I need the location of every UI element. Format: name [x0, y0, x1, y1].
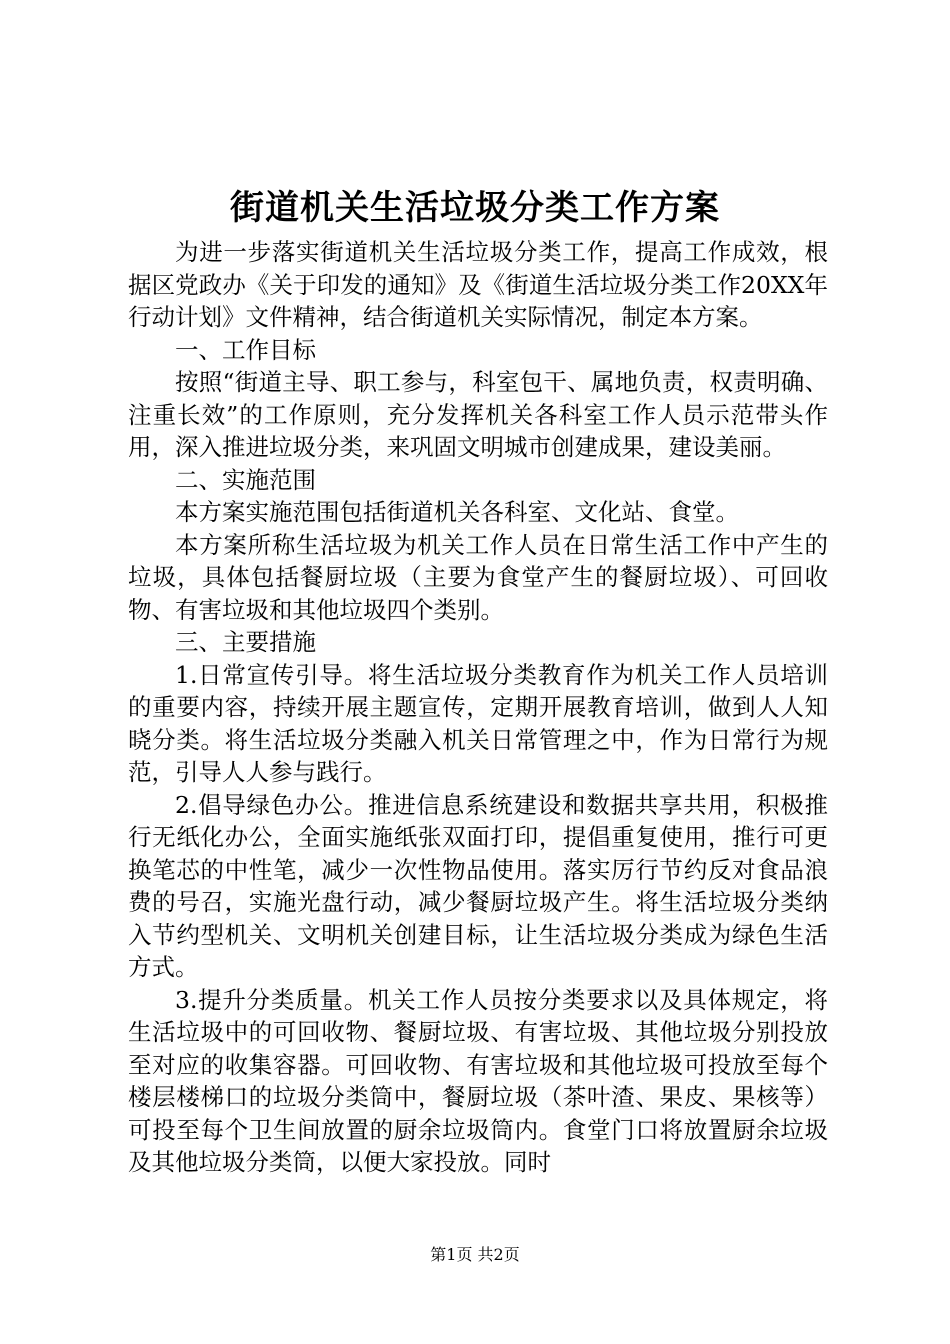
document-body — [128, 236, 828, 1179]
section-heading-goals: 一、工作目标 — [175, 335, 316, 364]
paragraph-intro: 为进一步落实街道机关生活垃圾分类工作，提高工作成效，根据区党政办《关于印发的通知》及《街道生活垃圾分类工作20XX年行动计划》文件精神，结合街道机关实际情况，制定本方案。 — [128, 238, 828, 331]
paragraph-measure-1: 1.日常宣传引导。将生活垃圾分类教育作为机关工作人员培训的重要内容，持续开展主题宣传，定期开展教育培训，做到人人知晓分类。将生活垃圾分类融入机关日常管理之中，作为日常行为规范，引导人人参与践行。 — [128, 660, 828, 786]
paragraph-goals: 按照“街道主导、职工参与，科室包干、属地负责，权责明确、注重长效”的工作原则，充分发挥机关各科室工作人员示范带头作用，深入推进垃圾分类，来巩固文明城市创建成果，建设美丽。 — [128, 368, 828, 461]
paragraph-measure-3: 3.提升分类质量。机关工作人员按分类要求以及具体规定，将生活垃圾中的可回收物、餐厨垃圾、有害垃圾、其他垃圾分别投放至对应的收集容器。可回收物、有害垃圾和其他垃圾可投放至每个楼层楼梯口的垃圾分类筒中，餐厨垃圾（茶叶渣、果皮、果核等）可投至每个卫生间放置的厨余垃圾筒内。食堂门口将放置厨余垃圾及其他垃圾分类筒，以便大家投放。同时 — [128, 985, 828, 1176]
paragraph-definition: 本方案所称生活垃圾为机关工作人员在日常生活工作中产生的垃圾，具体包括餐厨垃圾（主要为食堂产生的餐厨垃圾）、可回收物、有害垃圾和其他垃圾四个类别。 — [128, 530, 828, 624]
document-title: 街道机关生活垃圾分类工作方案 — [230, 188, 720, 228]
section-heading-scope: 二、实施范围 — [175, 465, 316, 494]
paragraph-scope: 本方案实施范围包括街道机关各科室、文化站、食堂。 — [175, 498, 739, 526]
paragraph-measure-2: 2.倡导绿色办公。推进信息系统建设和数据共享共用，积极推行无纸化办公，全面实施纸张双面打印，提倡重复使用，推行可更换笔芯的中性笔，减少一次性物品使用。落实厉行节约反对食品浪费的号召，实施光盘行动，减少餐厨垃圾产生。将生活垃圾分类纳入节约型机关、文明机关创建目标，让生活垃圾分类成为绿色生活方式。 — [128, 790, 828, 981]
section-heading-measures: 三、主要措施 — [175, 628, 316, 656]
page-footer: 第1页 共2页 — [430, 1245, 520, 1264]
